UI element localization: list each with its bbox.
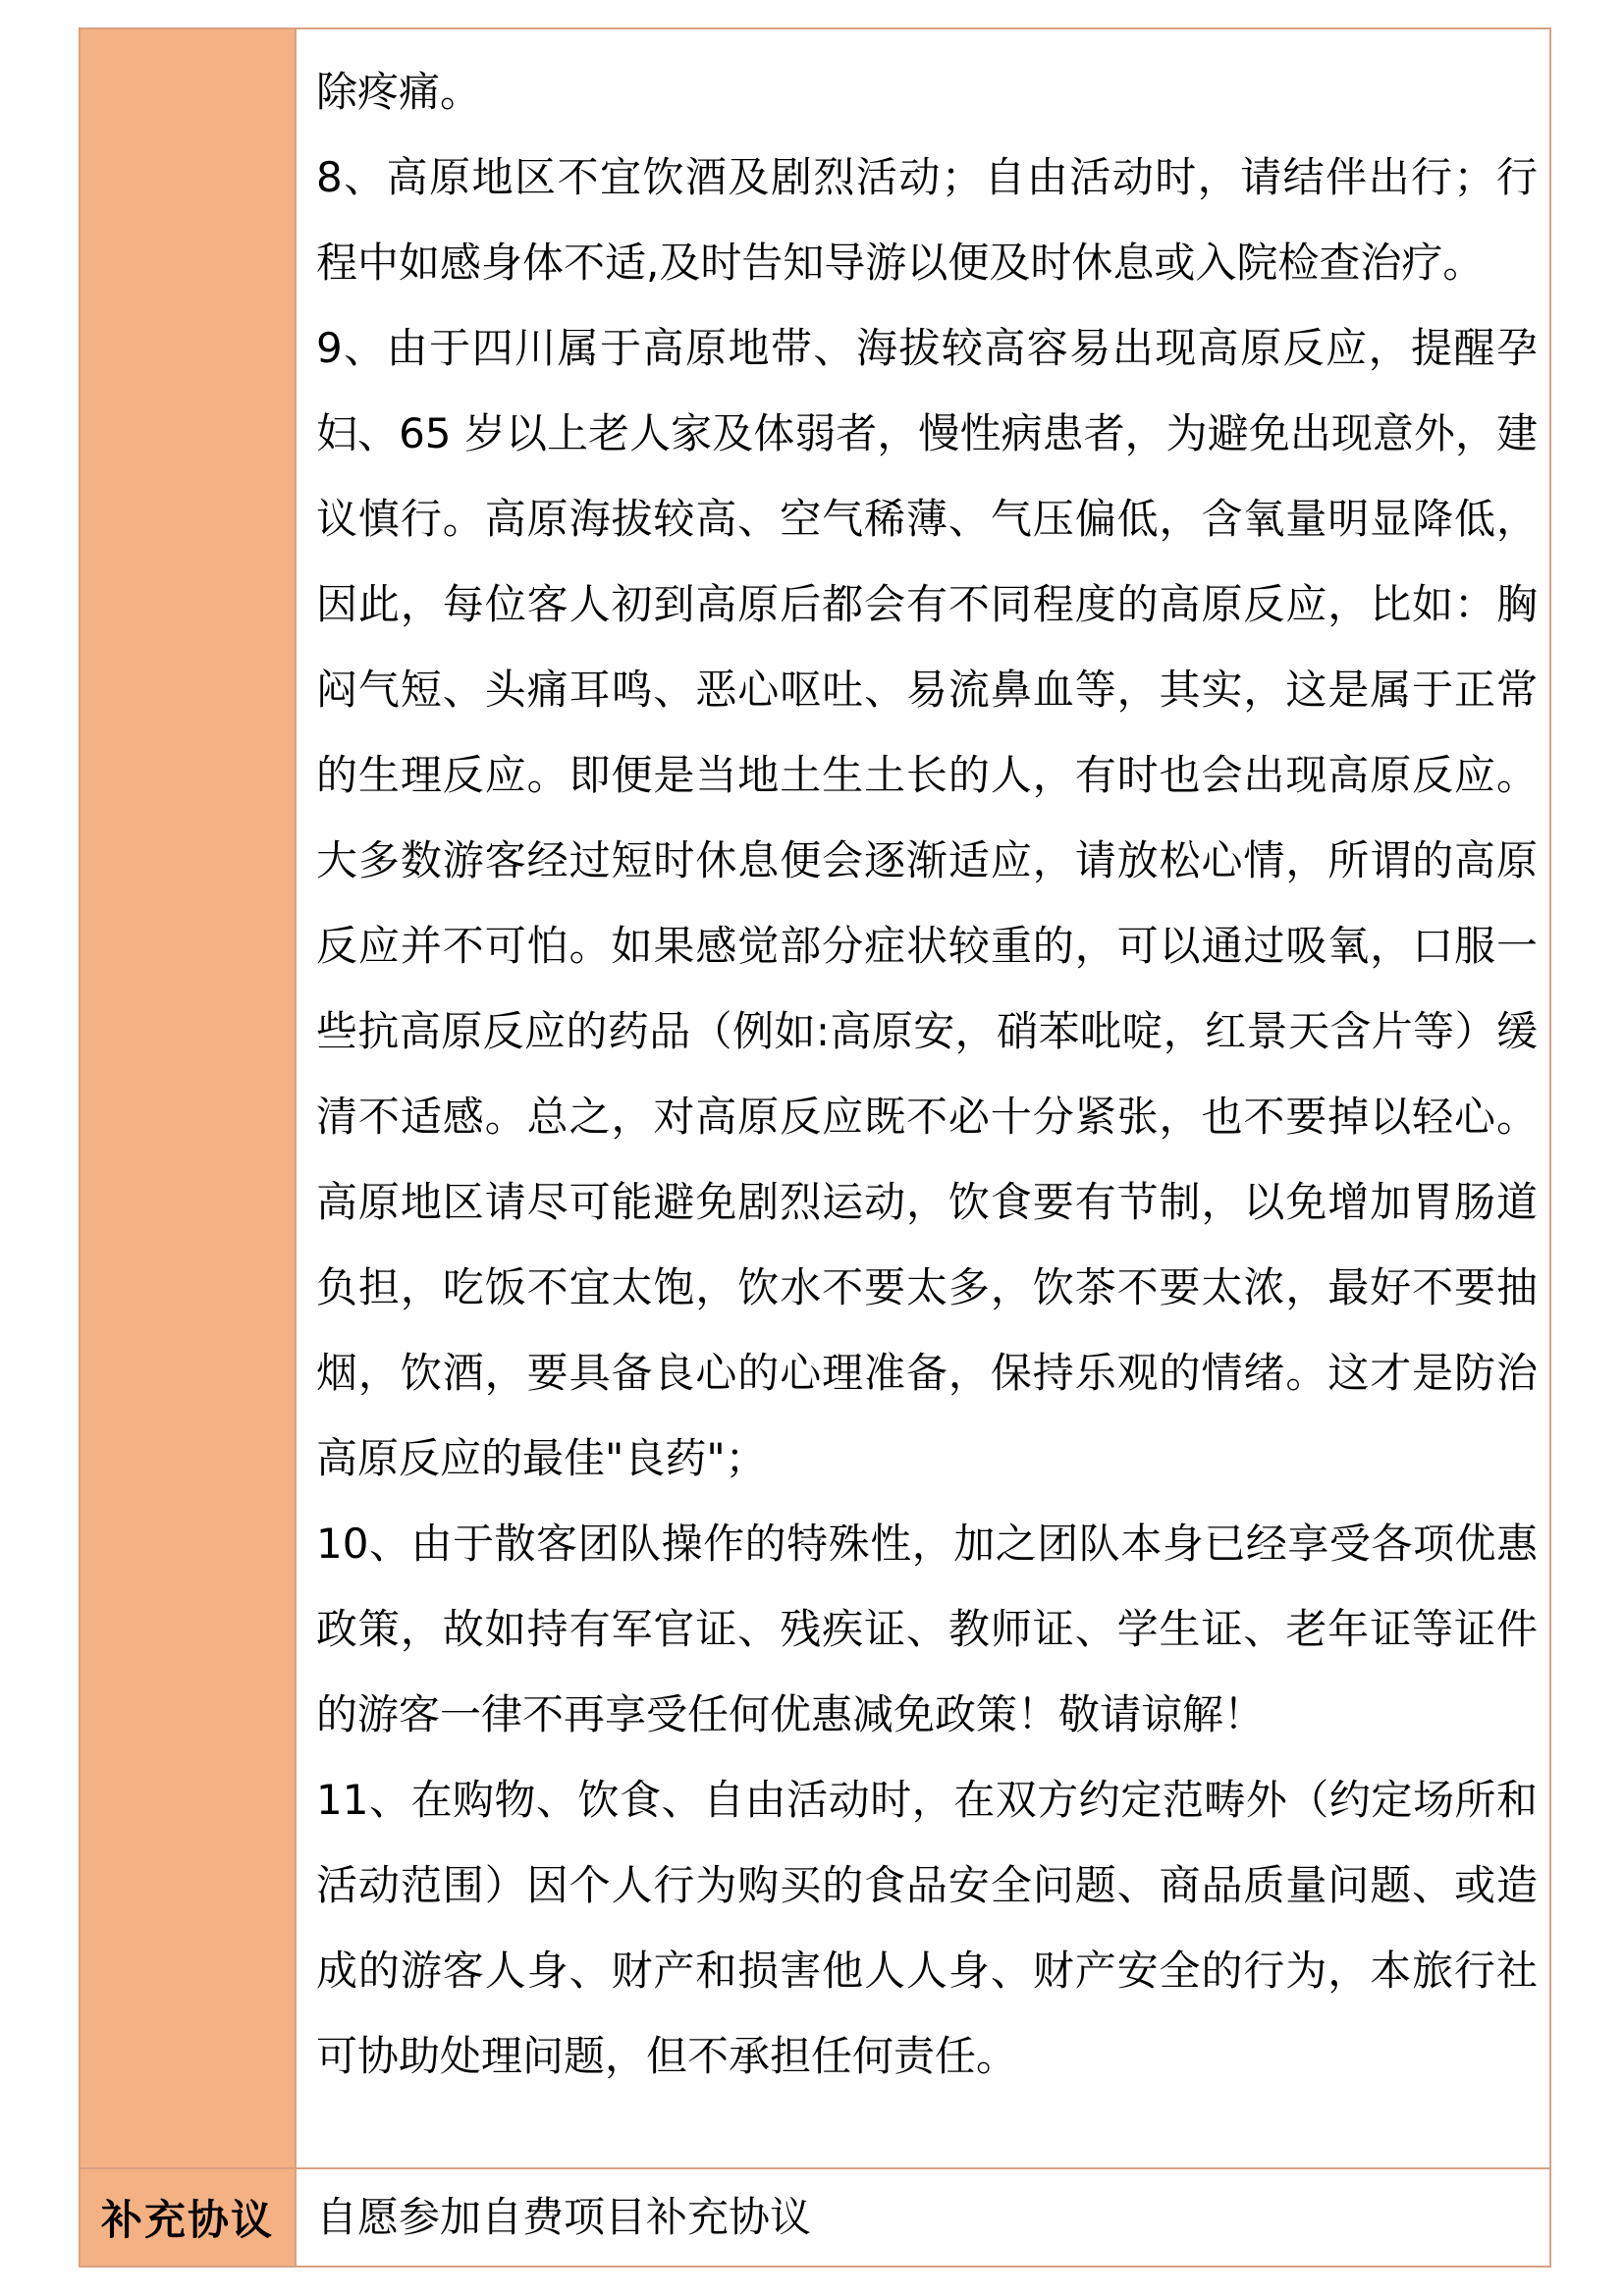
- supplement-content: 自愿参加自费项目补充协议: [316, 2193, 812, 2241]
- notes-item-9: 9、由于四川属于高原地带、海拔较高容易出现高原反应，提醒孕妇、65 岁以上老人家及体弱者，慢性病患者，为避免出现意外，建议慎行。高原海拔较高、空气稀薄、气压偏低，含氧量明显降低，因此，每位客人初到高原后都会有不同程度的高原反应，比如：胸闷气短、头痛耳鸣、恶心呕吐、易流鼻血等，其实，这是属于正常的生理反应。即便是当地土生土长的人，有时也会出现高原反应。大多数游客经过短时休息便会逐渐适应，请放松心情，所谓的高原反应并不可怕。如果感觉部分症状较重的，可以通过吸氧，口服一些抗高原反应的药品（例如:高原安，硝苯吡啶，红景天含片等）缓清不适感。总之，对高原反应既不必十分紧张，也不要掉以轻心。高原地区请尽可能避免剧烈运动，饮食要有节制，以免增加胃肠道负担，吃饭不宜太饱，饮水不要太多，饮茶不要太浓，最好不要抽烟，饮酒，要具备良心的心理准备，保持乐观的情绪。这才是防治高原反应的最佳"良药"；: [316, 324, 1538, 1482]
- notes-paragraph-continued: 除疼痛。: [316, 68, 482, 116]
- notes-label-cell: [81, 29, 297, 2167]
- supplement-label-cell: [81, 2169, 297, 2266]
- notes-row: [81, 29, 1549, 2169]
- notes-item-10: 10、由于散客团队操作的特殊性，加之团队本身已经享受各项优惠政策，故如持有军官证、残疾证、教师证、学生证、老年证等证件的游客一律不再享受任何优惠减免政策！敬请谅解！: [316, 1520, 1538, 1738]
- supplement-content-cell: [297, 2169, 1549, 2266]
- supplement-label: 补充协议: [100, 2196, 274, 2244]
- notes-item-11: 11、在购物、饮食、自由活动时，在双方约定范畴外（约定场所和活动范围）因个人行为购买的食品安全问题、商品质量问题、或造成的游客人身、财产和损害他人人身、财产安全的行为，本旅行社可协助处理问题，但不承担任何责任。: [316, 1776, 1538, 2080]
- notes-item-8: 8、高原地区不宜饮酒及剧烈活动；自由活动时，请结伴出行；行程中如感身体不适,及时告知导游以便及时休息或入院检查治疗。: [316, 153, 1538, 287]
- supplement-row: [81, 2169, 1549, 2266]
- notes-content-cell: [297, 29, 1549, 2167]
- itinerary-terms-table: [79, 27, 1551, 2268]
